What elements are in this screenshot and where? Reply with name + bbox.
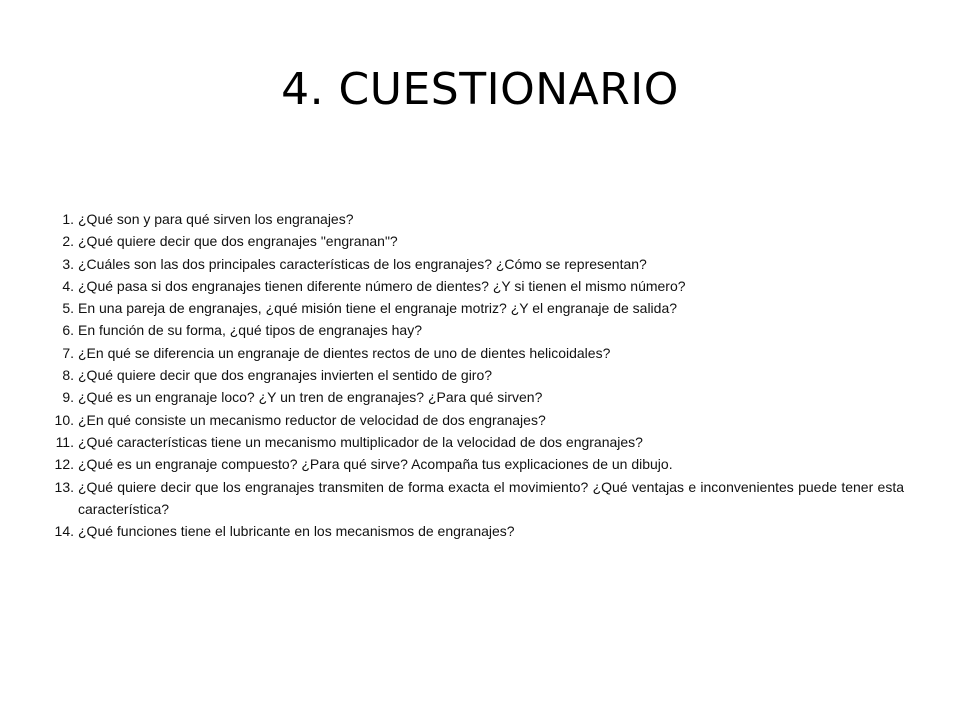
question-text: ¿En qué se diferencia un engranaje de dientes rectos de uno de dientes helicoidales?	[78, 344, 611, 361]
list-item	[52, 230, 904, 252]
list-item	[52, 342, 904, 364]
list-item	[52, 476, 904, 521]
list-item	[52, 297, 904, 319]
question-number: 14.	[54, 523, 74, 540]
question-number: 9.	[62, 389, 74, 406]
list-item	[52, 364, 904, 386]
question-number: 11.	[55, 433, 74, 450]
question-list	[52, 208, 904, 542]
question-text: En función de su forma, ¿qué tipos de engranajes hay?	[78, 322, 422, 339]
question-number: 2.	[62, 233, 74, 250]
question-text: ¿Qué características tiene un mecanismo multiplicador de la velocidad de dos engranajes?	[78, 433, 643, 450]
question-number: 13.	[54, 478, 74, 495]
question-number: 12.	[54, 456, 74, 473]
question-number: 5.	[62, 300, 74, 317]
list-item	[52, 453, 904, 475]
question-number: 6.	[62, 322, 74, 339]
question-text: En una pareja de engranajes, ¿qué misión tiene el engranaje motriz? ¿Y el engranaje de salida?	[78, 300, 678, 317]
question-text: ¿En qué consiste un mecanismo reductor de velocidad de dos engranajes?	[78, 411, 546, 428]
list-item	[52, 520, 904, 542]
question-text: ¿Qué quiere decir que dos engranajes invierten el sentido de giro?	[78, 367, 493, 384]
question-number: 7.	[62, 344, 74, 361]
list-item	[52, 431, 904, 453]
list-item	[52, 208, 904, 230]
list-item	[52, 253, 904, 275]
question-number: 3.	[62, 255, 74, 272]
question-text: ¿Qué funciones tiene el lubricante en los mecanismos de engranajes?	[78, 523, 515, 540]
question-number: 1.	[62, 211, 74, 227]
question-text: ¿Qué es un engranaje compuesto? ¿Para qué sirve? Acompaña tus explicaciones de un dibujo.	[78, 456, 673, 473]
page-title: 4. CUESTIONARIO	[281, 64, 679, 115]
question-text: ¿Qué pasa si dos engranajes tienen diferente número de dientes? ¿Y si tienen el mismo número?	[78, 277, 686, 294]
question-number: 10.	[54, 411, 74, 428]
question-text: ¿Qué quiere decir que los engranajes transmiten de forma exacta el movimiento? ¿Qué ventajas e inconvenientes puede tener esta característica?	[78, 478, 904, 517]
question-text: ¿Qué quiere decir que dos engranajes "engranan"?	[78, 233, 398, 250]
question-text: ¿Qué es un engranaje loco? ¿Y un tren de engranajes? ¿Para qué sirven?	[78, 389, 543, 406]
question-text: ¿Cuáles son las dos principales características de los engranajes? ¿Cómo se representan?	[78, 255, 647, 272]
list-item	[52, 386, 904, 408]
list-item	[52, 319, 904, 341]
list-item	[52, 409, 904, 431]
question-text: ¿Qué son y para qué sirven los engranajes?	[78, 211, 354, 227]
list-item	[52, 275, 904, 297]
question-number: 4.	[62, 277, 74, 294]
question-number: 8.	[62, 367, 74, 384]
